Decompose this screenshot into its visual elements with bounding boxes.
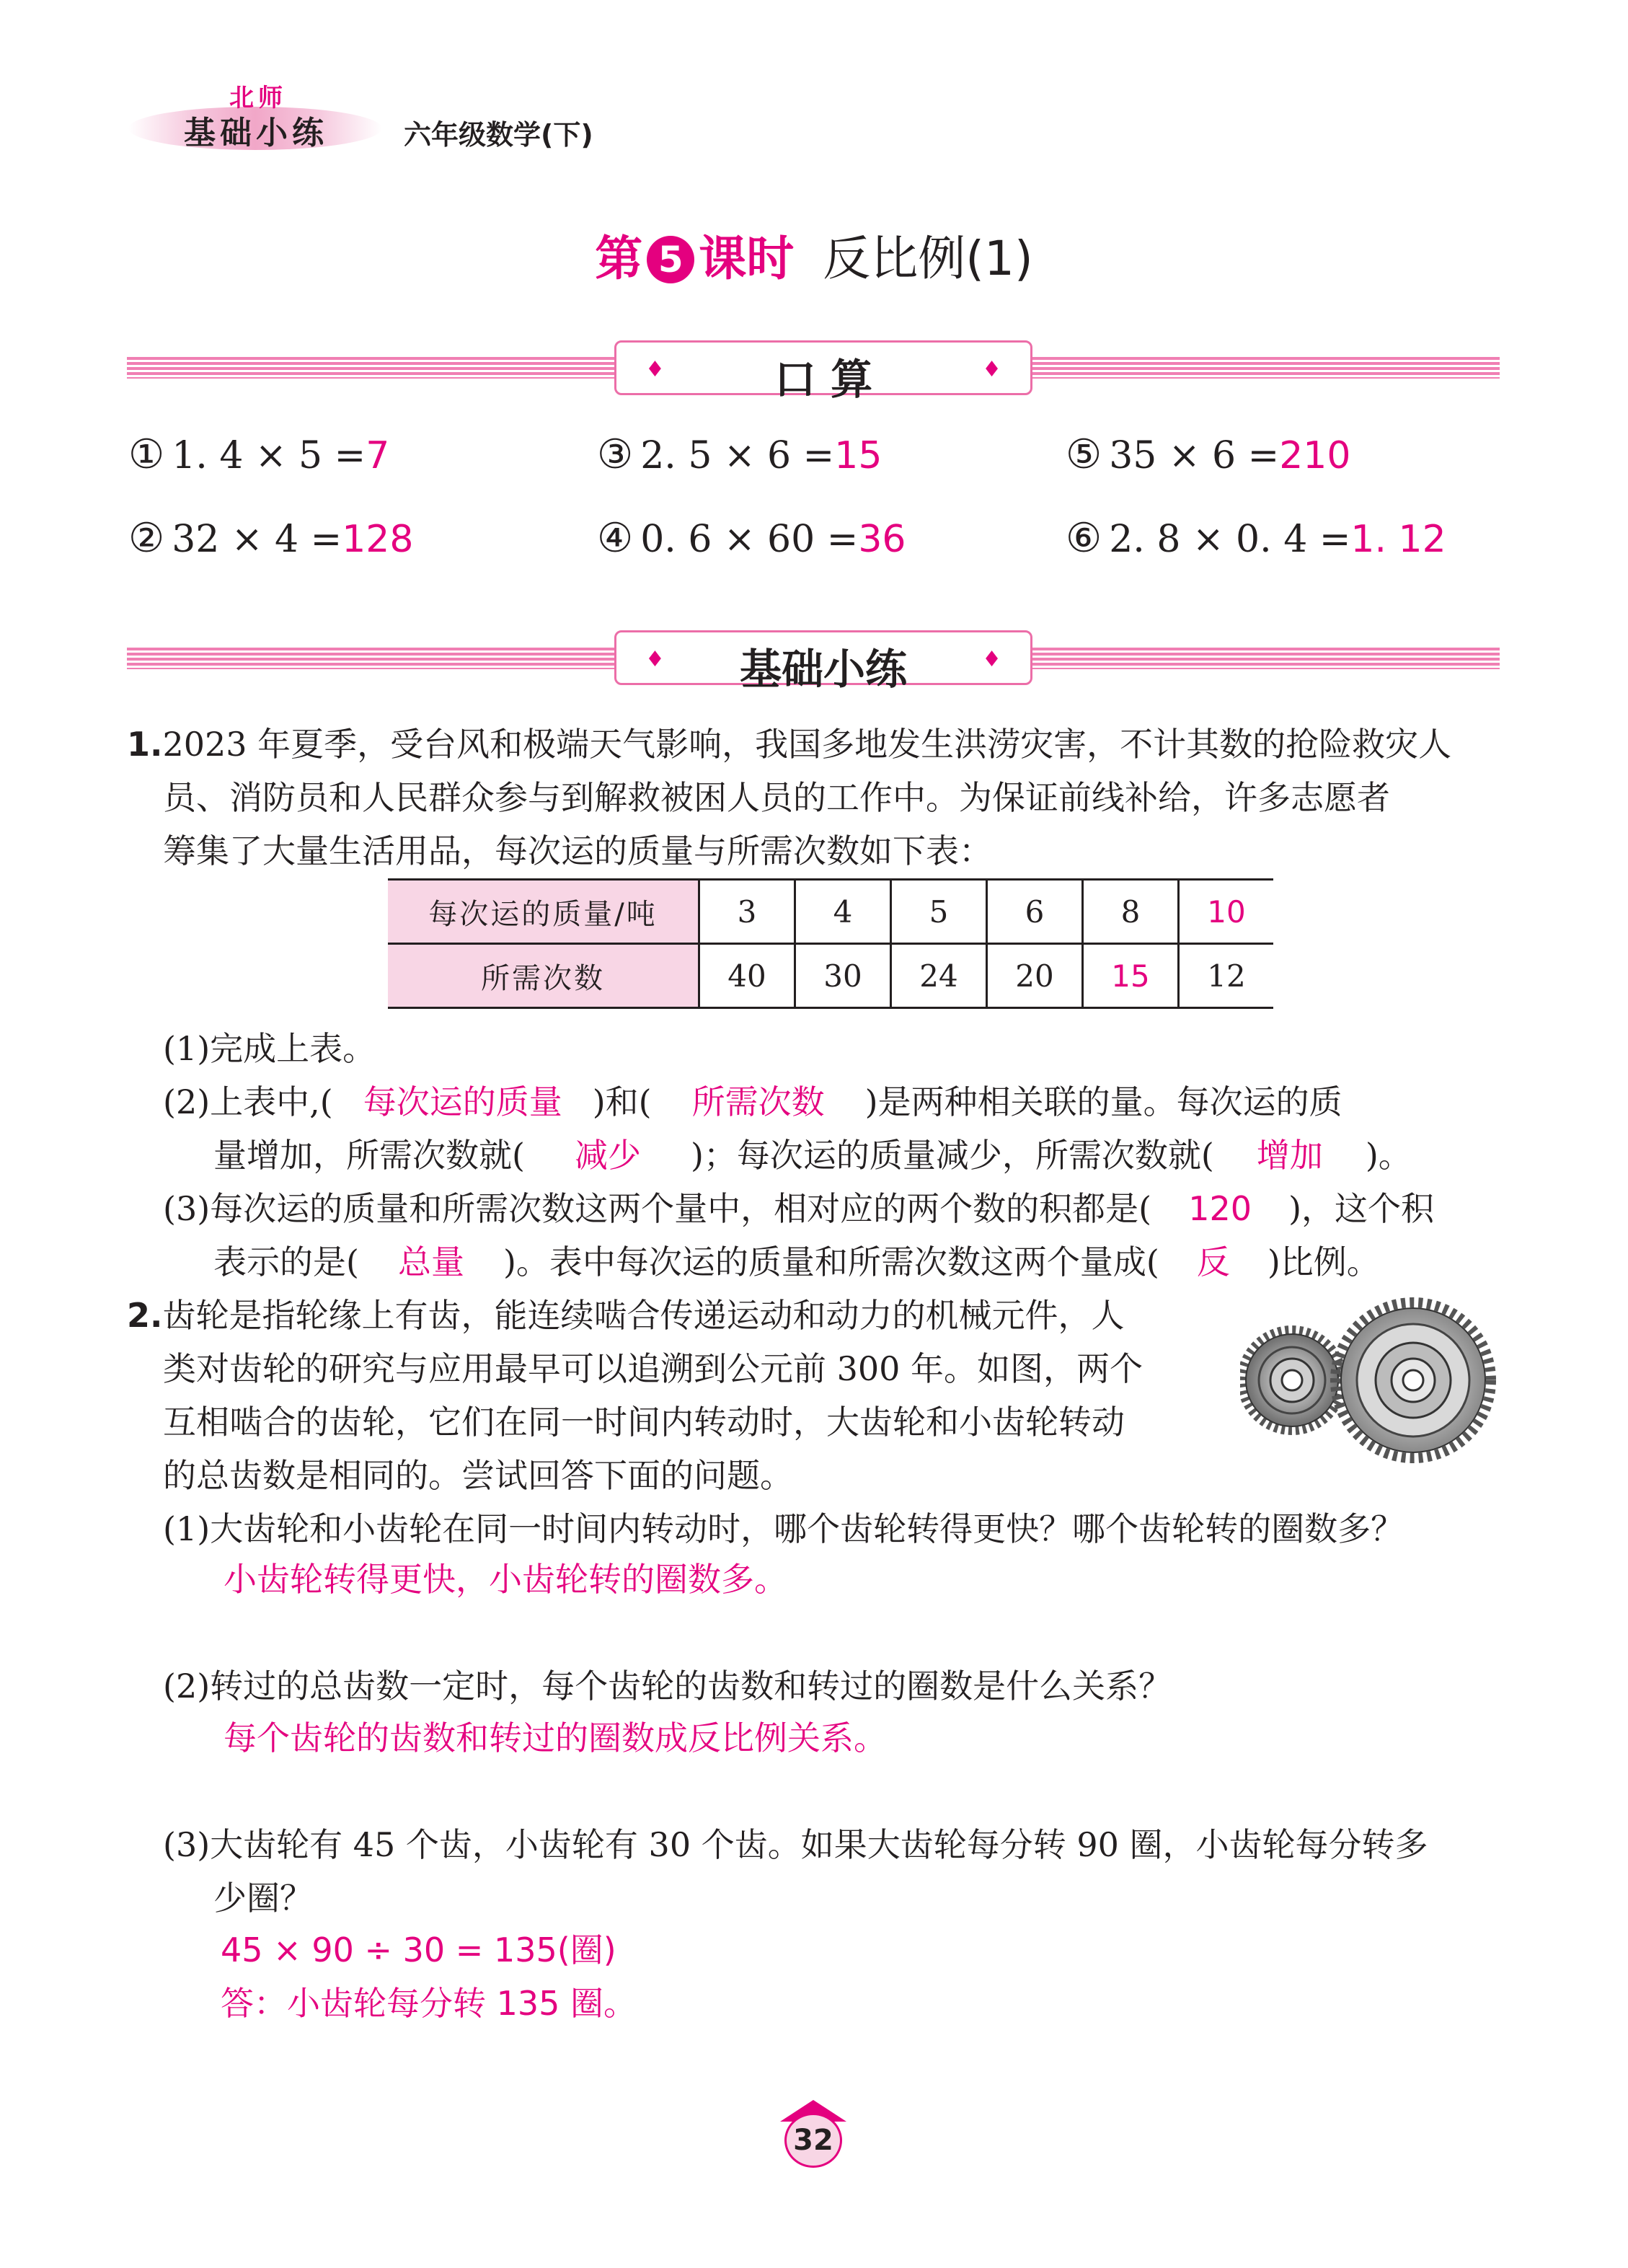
lesson-name: 反比例(1) — [823, 231, 1033, 286]
table-cell: 5 — [891, 880, 987, 944]
lesson-suffix: 课时 — [699, 231, 795, 286]
q2-sub2-question: (2)转过的总齿数一定时，每个齿轮的齿数和转过的圈数是什么关系？ — [163, 1667, 1172, 1706]
q2-sub2-answer: 每个齿轮的齿数和转过的圈数成反比例关系。 — [224, 1718, 887, 1757]
grade-label: 六年级数学(下) — [404, 119, 593, 151]
table-header: 所需次数 — [388, 944, 699, 1008]
answer-blank: 所需次数 — [691, 1082, 825, 1121]
oral-answer: 210 — [1279, 434, 1351, 477]
section-title-oral: 口 算 — [774, 355, 873, 404]
table-row — [388, 880, 1273, 944]
q2-number: 2. — [127, 1296, 163, 1335]
oral-item-6: ⑥ 2. 8 × 0. 4 =1. 12 — [1066, 515, 1446, 562]
table-cell: 4 — [795, 880, 891, 944]
answer-blank: 减少 — [574, 1136, 641, 1175]
q1-line-1: 1.2023 年夏季，受台风和极端天气影响，我国多地发生洪涝灾害，不计其数的抢险救灾人 — [127, 725, 1452, 764]
oral-answer: 128 — [342, 518, 414, 561]
table-cell: 20 — [987, 944, 1083, 1008]
diamond-icon: ♦ — [645, 357, 665, 382]
q1-table — [388, 878, 1273, 1009]
q1-sub3-line-1: (3)每次运的质量和所需次数这两个量中，相对应的两个数的积都是( 120 )，这个积 — [163, 1189, 1435, 1228]
small-gear-icon — [1242, 1330, 1342, 1431]
table-cell: 12 — [1179, 944, 1274, 1008]
oral-item-1: ① 1. 4 × 5 =7 — [128, 431, 390, 478]
section-banner-practice — [614, 630, 1032, 694]
oral-item-2: ② 32 × 4 =128 — [128, 515, 414, 562]
q1-sub1: (1)完成上表。 — [163, 1029, 376, 1068]
q2-line-2: 类对齿轮的研究与应用最早可以追溯到公元前 300 年。如图，两个 — [163, 1349, 1143, 1388]
q1-line-3: 筹集了大量生活用品，每次运的质量与所需次数如下表： — [163, 831, 992, 870]
section-title-practice: 基础小练 — [739, 645, 907, 694]
q1-sub3-line-2: 表示的是( 总量 )。表中每次运的质量和所需次数这两个量成( 反 )比例。 — [213, 1236, 1380, 1284]
q2-line-3: 互相啮合的齿轮，它们在同一时间内转动时，大齿轮和小齿轮转动 — [163, 1403, 1125, 1442]
q2-line-4: 的总齿数是相同的。尝试回答下面的问题。 — [163, 1456, 793, 1495]
brand-main: 基础小练 — [184, 115, 328, 151]
oral-item-3: ③ 2. 5 × 6 =15 — [597, 431, 882, 478]
table-cell: 6 — [987, 880, 1083, 944]
table-cell: 40 — [699, 944, 795, 1008]
q1-line-2: 员、消防员和人民群众参与到解救被困人员的工作中。为保证前线补给，许多志愿者 — [163, 778, 1390, 817]
q2-sub1-question: (1)大齿轮和小齿轮在同一时间内转动时，哪个齿轮转得更快？哪个齿轮转的圈数多？ — [163, 1509, 1404, 1548]
page-number: 32 — [784, 2113, 842, 2168]
table-cell: 24 — [891, 944, 987, 1008]
oral-answer: 15 — [834, 434, 882, 477]
table-cell: 3 — [699, 880, 795, 944]
q2-sub3-question-line-1: (3)大齿轮有 45 个齿，小齿轮有 30 个齿。如果大齿轮每分转 90 圈，小齿轮每分转多 — [163, 1825, 1428, 1864]
q2-sub3-question-line-2: 少圈？ — [213, 1879, 313, 1918]
lesson-title — [0, 220, 1628, 288]
q2-sub3-answer-calc: 45 × 90 ÷ 30 = 135(圈) — [221, 1931, 616, 1969]
q1-sub2-line-1: (2)上表中,( 每次运的质量 )和( 所需次数 )是两种相关联的量。每次运的质 — [163, 1076, 1342, 1124]
section-banner-oral — [614, 340, 1032, 404]
answer-blank: 反 — [1196, 1243, 1230, 1281]
brand-top: 北师 — [229, 84, 287, 112]
diamond-icon: ♦ — [982, 357, 1001, 382]
table-cell: 8 — [1083, 880, 1179, 944]
table-header: 每次运的质量/吨 — [388, 880, 699, 944]
diamond-icon: ♦ — [645, 647, 665, 672]
table-cell-answer: 15 — [1083, 944, 1179, 1008]
large-gear-icon — [1335, 1302, 1491, 1458]
gears-illustration — [1240, 1295, 1500, 1483]
diamond-icon: ♦ — [982, 647, 1001, 672]
oral-item-5: ⑤ 35 × 6 =210 — [1066, 431, 1351, 478]
table-cell-answer: 10 — [1179, 880, 1274, 944]
table-cell: 30 — [795, 944, 891, 1008]
table-row — [388, 944, 1273, 1008]
answer-blank: 总量 — [397, 1243, 464, 1281]
lesson-prefix: 第 — [595, 231, 643, 286]
oral-answer: 36 — [858, 518, 906, 561]
oral-answer: 1. 12 — [1350, 518, 1446, 561]
answer-blank: 增加 — [1256, 1136, 1323, 1175]
answer-blank: 每次运的质量 — [363, 1082, 562, 1121]
q1-sub2-line-2: 量增加，所需次数就( 减少 )；每次运的质量减少，所需次数就( 增加 )。 — [213, 1129, 1412, 1177]
q2-line-1: 2.齿轮是指轮缘上有齿，能连续啮合传递运动和动力的机械元件，人 — [127, 1296, 1125, 1335]
oral-item-4: ④ 0. 6 × 60 =36 — [597, 515, 906, 562]
q1-number: 1. — [127, 725, 163, 764]
oral-answer: 7 — [366, 434, 390, 477]
q2-sub3-answer-text: 答：小齿轮每分转 135 圈。 — [221, 1984, 637, 2023]
lesson-number: 5 — [647, 236, 694, 283]
answer-blank: 120 — [1188, 1189, 1252, 1228]
q2-sub1-answer: 小齿轮转得更快，小齿轮转的圈数多。 — [224, 1560, 787, 1599]
